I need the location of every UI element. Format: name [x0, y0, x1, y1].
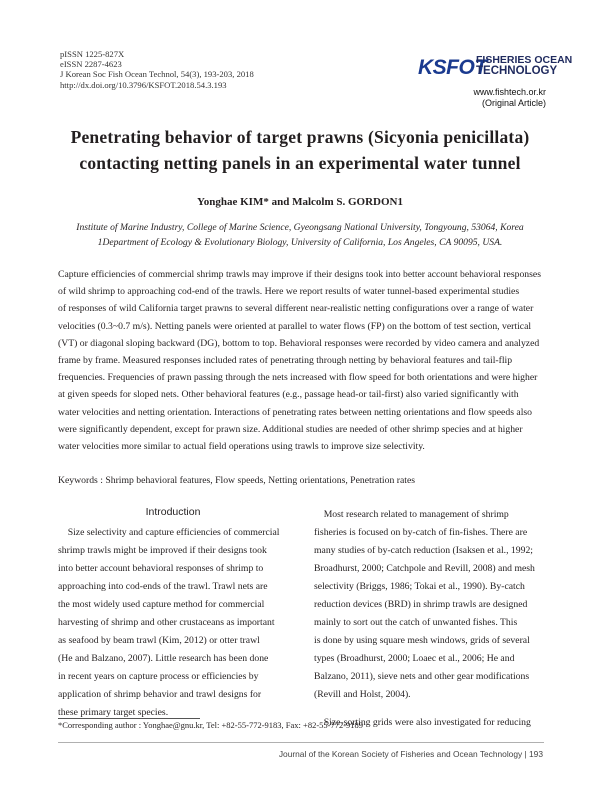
abstract-line: (VT) or diagonal sloping backward (DG), bottom to top. Behavioral responses were recorded by video camera and analyzed [58, 337, 540, 349]
pissn: pISSN 1225-827X [60, 49, 125, 59]
intro-right-column [314, 506, 544, 732]
text-line: Broadhurst, 2000; Catchpole and Revill, 2008) and mesh [314, 563, 535, 574]
abstract-line: water velocities and netting orientation. Interactions of penetrating rates between netting orientations and flow speeds also [58, 406, 532, 418]
section-heading-introduction: Introduction [145, 506, 201, 518]
abstract-line: velocities (0.3~0.7 m/s). Netting panels were oriented at parallel to water flows (FP) on the bottom of test section, vertical [58, 320, 532, 332]
journal-logo [418, 54, 573, 82]
text-line: into better account behavioral responses of shrimp to [58, 563, 264, 574]
text-line: shrimp trawls might be improved if their designs took [58, 545, 267, 556]
site-url[interactable]: www.fishtech.or.kr [473, 87, 546, 97]
page-footer: Journal of the Korean Society of Fisheries and Ocean Technology | 193 [278, 749, 543, 759]
keywords: Keywords : Shrimp behavioral features, Flow speeds, Netting orientations, Penetration rates [58, 475, 416, 486]
text-line: Size selectivity and capture efficiencies of commercial [58, 527, 280, 538]
title-line2: contacting netting panels in an experimental water tunnel [79, 153, 521, 173]
affiliation-2: 1Department of Ecology & Evolutionary Biology, University of California, Los Angeles, CA 90095, USA. [97, 237, 503, 248]
footer-divider [58, 742, 544, 743]
logo-text [476, 55, 572, 77]
text-line: approaching into cod-ends of the trawl. Trawl nets are [58, 581, 268, 592]
intro-left-column [58, 506, 288, 722]
journal-meta [60, 49, 254, 90]
text-line: Balzano, 2011), sieve nets and other gear modifications [314, 671, 530, 682]
abstract-line: Capture efficiencies of commercial shrimp trawls may improve if their designs took into better account behavioral responses [58, 269, 541, 280]
text-line: as seafood by beam trawl (Kim, 2012) or otter trawl [58, 635, 260, 646]
title-line1: Penetrating behavior of target prawns (Sicyonia penicillata) [70, 127, 530, 147]
authors: Yonghae KIM* and Malcolm S. GORDON1 [197, 196, 403, 208]
abstract [58, 266, 544, 455]
text-line: types (Broadhurst, 2000; Loaec et al., 2006; He and [314, 653, 515, 664]
eissn: eISSN 2287-4623 [60, 59, 122, 70]
abstract-line: of wild shrimp to approaching cod-end of the trawls. Here we report results of water tunnel-based experimental studies [58, 286, 520, 298]
site-block [473, 87, 546, 109]
text-line: selectivity (Briggs, 1986; Tokai et al., 1990). By-catch [314, 581, 525, 592]
text-line: application of shrimp behavior and trawl designs for [58, 689, 262, 700]
abstract-line: frame by frame. Measured responses included rates of penetrating through netting by behavioral features and tail-flip [58, 355, 513, 367]
affiliations [0, 220, 600, 250]
corresponding-author-footnote: *Corresponding author : Yonghae@gnu.kr, Tel: +82-55-772-9183, Fax: +82-55-772-9189 [58, 720, 364, 730]
logo-line2: TECHNOLOGY [476, 65, 558, 77]
logo-line1: FISHERIES OCEAN [476, 54, 573, 66]
text-line: these primary target species. [58, 707, 169, 718]
text-line: many studies of by-catch reduction (Isaksen et al., 1992; [314, 545, 533, 556]
citation: J Korean Soc Fish Ocean Technol, 54(3), 193-203, 2018 [60, 69, 254, 80]
article-type: (Original Article) [481, 98, 546, 108]
abstract-line: of responses of wild California target prawns to several different near-realistic netting configurations over a range of water [58, 303, 534, 315]
abstract-line: frequencies. Frequencies of prawn passing through the nets increased with flow speed for both orientations and were higher [58, 372, 538, 384]
text-line: Size-sorting grids were also investigated for reducing [314, 717, 531, 728]
abstract-line: at given speeds for sloped nets. Other behavioral features (e.g., passage head-or tail-first) also varied significantly with [58, 389, 519, 401]
text-line: fisheries is focused on by-catch of fin-fishes. There are [314, 527, 528, 538]
text-line: harvesting of shrimp and other crustaceans as important [58, 617, 275, 628]
text-line: reduction devices (BRD) in shrimp trawls are designed [314, 599, 528, 610]
doi-link[interactable]: http://dx.doi.org/10.3796/KSFOT.2018.54.3.193 [60, 79, 227, 90]
footnote-divider [58, 718, 200, 719]
intro-right-text [314, 506, 544, 704]
abstract-line: water velocities more similar to actual field operations using trawls to improve size selectivity. [58, 441, 425, 453]
logo-mark: KSFOT [418, 56, 487, 79]
affiliation-1: Institute of Marine Industry, College of Marine Science, Gyeongsang National University, Tongyoung, 53064, Korea [76, 222, 524, 233]
text-line: is done by using square mesh windows, grids of several [314, 635, 530, 646]
text-line: Most research related to management of shrimp [314, 509, 509, 520]
abstract-line: were significantly dependent, except for prawn size. Additional studies are needed of other shrimp species and at higher [58, 423, 523, 435]
text-line: (Revill and Holst, 2004). [314, 689, 411, 700]
text-line: in recent years on capture process or efficiencies by [58, 671, 259, 682]
text-line: the most widely used capture method for commercial [58, 599, 265, 610]
text-line: (He and Balzano, 2007). Little research has been done [58, 653, 269, 664]
intro-left-text [58, 524, 288, 722]
paper-title [40, 124, 560, 176]
text-line: mainly to sort out the catch of unwanted fishes. This [314, 617, 518, 628]
